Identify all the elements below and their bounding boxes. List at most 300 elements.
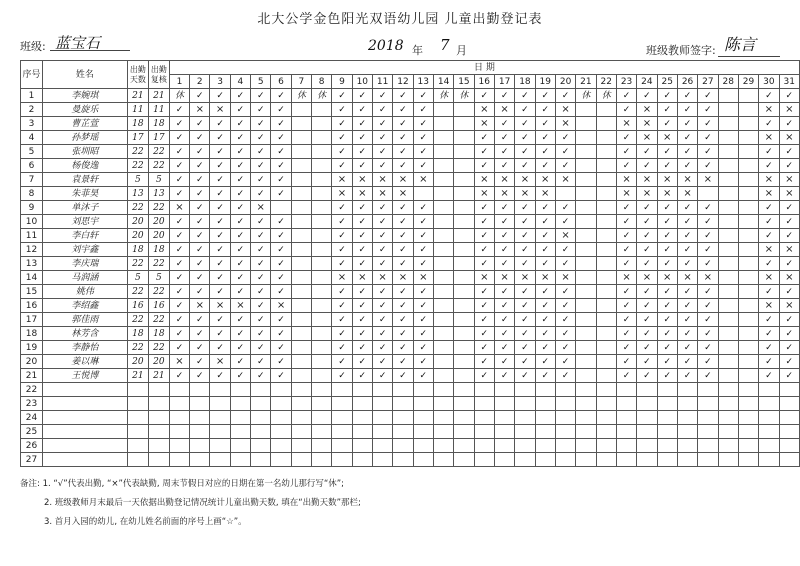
day-number: 5 xyxy=(251,75,271,89)
attendance-mark: ✓ xyxy=(352,145,372,159)
attendance-mark: ✓ xyxy=(759,313,779,327)
attendance-mark: ✓ xyxy=(494,369,514,383)
attendance-mark: × xyxy=(779,187,799,201)
recheck-count-cell xyxy=(148,453,169,467)
attendance-mark xyxy=(312,355,332,369)
attendance-mark xyxy=(677,397,697,411)
attendance-mark: ✓ xyxy=(230,159,250,173)
attendance-mark: ✓ xyxy=(352,313,372,327)
name-cell: 曹芷萱 xyxy=(42,117,127,131)
attendance-mark: ✓ xyxy=(677,103,697,117)
attendance-mark: ✓ xyxy=(372,103,392,117)
attendance-mark xyxy=(291,285,311,299)
attendance-mark: ✓ xyxy=(372,117,392,131)
attendance-mark: ✓ xyxy=(698,229,718,243)
attendance-mark: ✓ xyxy=(515,243,535,257)
attendance-mark: ✓ xyxy=(637,355,657,369)
attendance-mark: ✓ xyxy=(352,327,372,341)
attendance-mark: ✓ xyxy=(637,285,657,299)
day-number: 17 xyxy=(494,75,514,89)
attendance-mark xyxy=(515,439,535,453)
attendance-mark xyxy=(738,159,758,173)
attendance-mark xyxy=(698,397,718,411)
attendance-mark: ✓ xyxy=(677,355,697,369)
table-row xyxy=(21,383,800,397)
attendance-mark xyxy=(596,313,616,327)
day-number: 26 xyxy=(677,75,697,89)
attend-count-cell xyxy=(127,439,148,453)
attendance-mark xyxy=(535,397,555,411)
teacher-signature: 陈言 xyxy=(724,35,757,54)
attendance-mark: ✓ xyxy=(352,243,372,257)
attendance-mark: ✓ xyxy=(555,327,575,341)
attendance-mark xyxy=(454,341,474,355)
year-label: 年 xyxy=(412,44,423,57)
name-cell: 姜以琳 xyxy=(42,355,127,369)
table-row xyxy=(21,103,800,117)
attendance-mark: ✓ xyxy=(474,355,494,369)
attendance-table xyxy=(20,60,800,467)
attendance-mark: ✓ xyxy=(555,215,575,229)
attendance-mark xyxy=(637,411,657,425)
attendance-mark: ✓ xyxy=(372,131,392,145)
attendance-mark: ✓ xyxy=(413,327,433,341)
attendance-mark xyxy=(474,439,494,453)
header-attend: 出勤天数 xyxy=(127,61,148,89)
attendance-mark xyxy=(596,341,616,355)
attendance-mark: × xyxy=(637,271,657,285)
attendance-mark xyxy=(738,229,758,243)
attendance-mark xyxy=(454,215,474,229)
attendance-mark: ✓ xyxy=(698,313,718,327)
attendance-mark xyxy=(271,439,291,453)
attendance-mark xyxy=(637,383,657,397)
attendance-mark: ✓ xyxy=(555,145,575,159)
recheck-count-cell: 20 xyxy=(148,355,169,369)
attendance-mark: ✓ xyxy=(251,131,271,145)
attendance-mark: ✓ xyxy=(393,215,413,229)
name-cell: 李白轩 xyxy=(42,229,127,243)
attendance-mark: ✓ xyxy=(535,103,555,117)
attendance-mark: × xyxy=(657,271,677,285)
attend-count-cell: 13 xyxy=(127,187,148,201)
attendance-mark xyxy=(738,425,758,439)
header-date: 日 期 xyxy=(169,61,799,75)
attendance-mark: ✓ xyxy=(494,89,514,103)
attendance-mark xyxy=(251,453,271,467)
attendance-mark: ✓ xyxy=(677,341,697,355)
attendance-mark xyxy=(718,369,738,383)
attendance-mark xyxy=(596,229,616,243)
attendance-mark xyxy=(312,173,332,187)
attendance-mark xyxy=(637,425,657,439)
attendance-mark: ✓ xyxy=(251,89,271,103)
seq-cell: 3 xyxy=(21,117,43,131)
attendance-mark xyxy=(372,383,392,397)
attendance-mark xyxy=(576,103,596,117)
attendance-mark: × xyxy=(332,271,352,285)
day-number: 20 xyxy=(555,75,575,89)
attendance-mark xyxy=(210,397,230,411)
name-cell: 王悦博 xyxy=(42,369,127,383)
header-name: 姓名 xyxy=(42,61,127,89)
day-number: 13 xyxy=(413,75,433,89)
attendance-mark: ✓ xyxy=(372,201,392,215)
attendance-mark: ✓ xyxy=(190,271,210,285)
attendance-mark: ✓ xyxy=(677,327,697,341)
recheck-count-cell: 22 xyxy=(148,201,169,215)
attendance-mark xyxy=(759,453,779,467)
name-cell: 林芳含 xyxy=(42,327,127,341)
attendance-mark: ✓ xyxy=(779,229,799,243)
attendance-mark xyxy=(312,369,332,383)
attendance-mark xyxy=(596,215,616,229)
attendance-mark xyxy=(576,285,596,299)
attendance-mark: × xyxy=(759,299,779,313)
attendance-mark: × xyxy=(759,187,779,201)
attendance-mark xyxy=(596,383,616,397)
name-cell: 李婉琪 xyxy=(42,89,127,103)
recheck-count-cell: 5 xyxy=(148,173,169,187)
attendance-mark xyxy=(271,411,291,425)
attendance-mark: ✓ xyxy=(393,159,413,173)
attendance-mark xyxy=(433,271,453,285)
attendance-mark xyxy=(718,159,738,173)
attendance-mark: ✓ xyxy=(413,215,433,229)
attendance-mark xyxy=(291,453,311,467)
attendance-mark: ✓ xyxy=(251,103,271,117)
attendance-mark: ✓ xyxy=(413,145,433,159)
attendance-mark: ✓ xyxy=(637,369,657,383)
attendance-mark xyxy=(657,411,677,425)
attendance-mark xyxy=(230,453,250,467)
attendance-mark: ✓ xyxy=(759,229,779,243)
attendance-mark: ✓ xyxy=(251,355,271,369)
attendance-mark xyxy=(312,131,332,145)
name-cell: 张圳昭 xyxy=(42,145,127,159)
recheck-count-cell: 17 xyxy=(148,131,169,145)
attendance-mark xyxy=(535,453,555,467)
attendance-mark: ✓ xyxy=(169,131,189,145)
table-row xyxy=(21,229,800,243)
attendance-mark: ✓ xyxy=(474,229,494,243)
attendance-mark: ✓ xyxy=(494,299,514,313)
attendance-mark: ✓ xyxy=(271,131,291,145)
recheck-count-cell: 20 xyxy=(148,229,169,243)
seq-cell: 15 xyxy=(21,285,43,299)
attendance-mark xyxy=(738,215,758,229)
attendance-mark: ✓ xyxy=(352,341,372,355)
attendance-mark: × xyxy=(474,173,494,187)
attendance-mark: ✓ xyxy=(230,173,250,187)
attendance-mark: ✓ xyxy=(474,327,494,341)
attendance-mark: ✓ xyxy=(169,299,189,313)
attendance-mark: ✓ xyxy=(779,215,799,229)
attendance-mark: ✓ xyxy=(332,257,352,271)
attendance-mark: ✓ xyxy=(352,159,372,173)
seq-cell: 22 xyxy=(21,383,43,397)
attendance-mark xyxy=(291,425,311,439)
attendance-mark xyxy=(332,411,352,425)
attend-count-cell: 21 xyxy=(127,369,148,383)
attend-count-cell: 21 xyxy=(127,89,148,103)
attendance-mark: ✓ xyxy=(271,103,291,117)
attendance-mark xyxy=(312,229,332,243)
attend-count-cell: 18 xyxy=(127,327,148,341)
attendance-mark: ✓ xyxy=(352,131,372,145)
attendance-mark: ✓ xyxy=(637,229,657,243)
recheck-count-cell xyxy=(148,425,169,439)
attendance-mark: ✓ xyxy=(515,299,535,313)
attendance-mark xyxy=(738,145,758,159)
attendance-mark xyxy=(372,397,392,411)
attendance-mark xyxy=(779,411,799,425)
attend-count-cell: 20 xyxy=(127,215,148,229)
attendance-mark xyxy=(230,439,250,453)
attendance-mark: ✓ xyxy=(677,145,697,159)
attendance-mark xyxy=(230,411,250,425)
attendance-mark xyxy=(759,383,779,397)
attendance-mark: × xyxy=(657,173,677,187)
attendance-mark: × xyxy=(210,299,230,313)
seq-cell: 1 xyxy=(21,89,43,103)
attendance-mark: ✓ xyxy=(698,243,718,257)
recheck-count-cell: 18 xyxy=(148,117,169,131)
seq-cell: 24 xyxy=(21,411,43,425)
attendance-mark: ✓ xyxy=(494,215,514,229)
attendance-mark: × xyxy=(494,173,514,187)
attendance-mark: × xyxy=(677,271,697,285)
attendance-mark xyxy=(576,383,596,397)
recheck-count-cell: 18 xyxy=(148,243,169,257)
attendance-mark xyxy=(210,411,230,425)
attendance-mark: ✓ xyxy=(210,201,230,215)
attendance-mark xyxy=(596,145,616,159)
attendance-mark: ✓ xyxy=(474,341,494,355)
attendance-mark: ✓ xyxy=(393,145,413,159)
attendance-mark xyxy=(291,299,311,313)
attendance-mark xyxy=(454,117,474,131)
attendance-mark: ✓ xyxy=(779,159,799,173)
attendance-mark xyxy=(738,397,758,411)
attendance-mark xyxy=(718,173,738,187)
name-cell: 郭佳雨 xyxy=(42,313,127,327)
recheck-count-cell: 18 xyxy=(148,327,169,341)
attendance-mark: ✓ xyxy=(657,299,677,313)
attendance-mark: ✓ xyxy=(393,285,413,299)
attendance-mark xyxy=(454,439,474,453)
attendance-mark xyxy=(576,439,596,453)
attendance-mark: ✓ xyxy=(393,327,413,341)
attendance-mark xyxy=(291,397,311,411)
attendance-mark: ✓ xyxy=(210,215,230,229)
seq-cell: 14 xyxy=(21,271,43,285)
attendance-mark: ✓ xyxy=(271,117,291,131)
attendance-mark: ✓ xyxy=(210,173,230,187)
attendance-mark: ✓ xyxy=(190,355,210,369)
attendance-mark xyxy=(535,439,555,453)
attendance-mark xyxy=(312,285,332,299)
attendance-mark: × xyxy=(779,103,799,117)
attendance-mark: ✓ xyxy=(637,243,657,257)
attendance-mark: ✓ xyxy=(474,201,494,215)
attendance-mark xyxy=(291,159,311,173)
attendance-mark: ✓ xyxy=(413,117,433,131)
attendance-mark xyxy=(494,397,514,411)
attendance-mark: ✓ xyxy=(169,173,189,187)
attendance-mark: × xyxy=(352,271,372,285)
attendance-mark: ✓ xyxy=(332,313,352,327)
attendance-mark xyxy=(494,425,514,439)
attendance-mark xyxy=(433,145,453,159)
attendance-mark xyxy=(312,117,332,131)
attendance-mark: × xyxy=(555,173,575,187)
attendance-mark: ✓ xyxy=(759,145,779,159)
name-cell xyxy=(42,439,127,453)
attendance-mark: ✓ xyxy=(190,145,210,159)
attendance-mark: ✓ xyxy=(230,313,250,327)
attendance-mark: ✓ xyxy=(759,117,779,131)
attendance-mark: ✓ xyxy=(474,243,494,257)
attendance-mark: ✓ xyxy=(535,369,555,383)
name-cell: 马润涵 xyxy=(42,271,127,285)
attendance-mark: ✓ xyxy=(271,285,291,299)
attendance-mark: ✓ xyxy=(352,201,372,215)
attendance-mark: ✓ xyxy=(698,145,718,159)
attendance-mark xyxy=(291,327,311,341)
attendance-mark xyxy=(312,453,332,467)
attendance-mark xyxy=(576,187,596,201)
attendance-mark: ✓ xyxy=(779,257,799,271)
attendance-mark xyxy=(291,145,311,159)
attendance-mark xyxy=(718,285,738,299)
attendance-mark: ✓ xyxy=(535,299,555,313)
attendance-mark: ✓ xyxy=(474,215,494,229)
attendance-mark: ✓ xyxy=(779,327,799,341)
table-row xyxy=(21,131,800,145)
attendance-mark xyxy=(596,299,616,313)
attendance-mark: ✓ xyxy=(210,131,230,145)
attendance-mark: ✓ xyxy=(352,89,372,103)
attendance-mark: ✓ xyxy=(657,201,677,215)
attendance-mark: ✓ xyxy=(515,103,535,117)
attendance-mark xyxy=(718,89,738,103)
attendance-mark xyxy=(596,117,616,131)
attendance-mark: ✓ xyxy=(190,327,210,341)
day-number: 9 xyxy=(332,75,352,89)
attendance-mark: ✓ xyxy=(677,159,697,173)
attendance-mark: ✓ xyxy=(190,89,210,103)
attendance-mark xyxy=(738,285,758,299)
attendance-mark xyxy=(515,453,535,467)
attendance-mark xyxy=(718,117,738,131)
attendance-mark: × xyxy=(515,271,535,285)
attendance-mark xyxy=(738,439,758,453)
attend-count-cell: 22 xyxy=(127,159,148,173)
day-number: 27 xyxy=(698,75,718,89)
attendance-mark: × xyxy=(759,243,779,257)
attendance-mark: ✓ xyxy=(637,215,657,229)
attendance-mark: ✓ xyxy=(555,355,575,369)
attendance-mark: ✓ xyxy=(271,215,291,229)
table-row xyxy=(21,327,800,341)
attendance-mark xyxy=(759,411,779,425)
attendance-mark: ✓ xyxy=(413,131,433,145)
attendance-mark xyxy=(312,103,332,117)
name-cell: 朱菲昊 xyxy=(42,187,127,201)
attendance-mark: ✓ xyxy=(271,159,291,173)
class-value: 蓝宝石 xyxy=(55,34,101,52)
attendance-mark: ✓ xyxy=(169,327,189,341)
attendance-mark: ✓ xyxy=(474,257,494,271)
attendance-mark xyxy=(433,229,453,243)
attendance-mark xyxy=(494,383,514,397)
attendance-mark xyxy=(271,397,291,411)
attendance-mark: ✓ xyxy=(230,201,250,215)
attendance-mark xyxy=(576,243,596,257)
recheck-count-cell: 5 xyxy=(148,271,169,285)
attendance-mark xyxy=(190,383,210,397)
day-number: 3 xyxy=(210,75,230,89)
attendance-mark: × xyxy=(230,299,250,313)
attendance-mark: ✓ xyxy=(230,327,250,341)
attendance-mark xyxy=(372,439,392,453)
attendance-mark xyxy=(352,439,372,453)
attendance-mark: ✓ xyxy=(372,257,392,271)
attendance-mark xyxy=(352,411,372,425)
attendance-mark xyxy=(433,313,453,327)
attendance-mark: ✓ xyxy=(230,229,250,243)
attendance-mark xyxy=(698,411,718,425)
attendance-mark: ✓ xyxy=(393,103,413,117)
attendance-mark: ✓ xyxy=(657,117,677,131)
attendance-mark xyxy=(393,425,413,439)
attendance-mark xyxy=(718,103,738,117)
attendance-mark: ✓ xyxy=(372,215,392,229)
attendance-mark: ✓ xyxy=(657,355,677,369)
attendance-mark: ✓ xyxy=(251,145,271,159)
attendance-mark: ✓ xyxy=(515,327,535,341)
attendance-mark xyxy=(312,159,332,173)
attendance-mark: ✓ xyxy=(535,229,555,243)
attendance-mark: ✓ xyxy=(210,313,230,327)
seq-cell: 12 xyxy=(21,243,43,257)
table-row xyxy=(21,173,800,187)
attendance-mark: ✓ xyxy=(515,369,535,383)
attendance-mark: ✓ xyxy=(413,159,433,173)
seq-cell: 18 xyxy=(21,327,43,341)
attend-count-cell: 22 xyxy=(127,313,148,327)
attendance-mark xyxy=(454,131,474,145)
attendance-mark: × xyxy=(637,103,657,117)
attendance-mark: ✓ xyxy=(616,229,636,243)
day-number: 18 xyxy=(515,75,535,89)
attendance-mark xyxy=(657,425,677,439)
attendance-mark: ✓ xyxy=(616,327,636,341)
attendance-mark: ✓ xyxy=(372,299,392,313)
attendance-mark: ✓ xyxy=(677,313,697,327)
seq-cell: 9 xyxy=(21,201,43,215)
attendance-mark: ✓ xyxy=(169,159,189,173)
attendance-mark: × xyxy=(779,173,799,187)
attendance-mark: ✓ xyxy=(698,341,718,355)
attendance-mark xyxy=(413,187,433,201)
name-cell: 单沐子 xyxy=(42,201,127,215)
attendance-mark xyxy=(433,201,453,215)
attendance-mark: ✓ xyxy=(657,145,677,159)
attendance-mark: ✓ xyxy=(494,159,514,173)
attendance-mark xyxy=(230,397,250,411)
